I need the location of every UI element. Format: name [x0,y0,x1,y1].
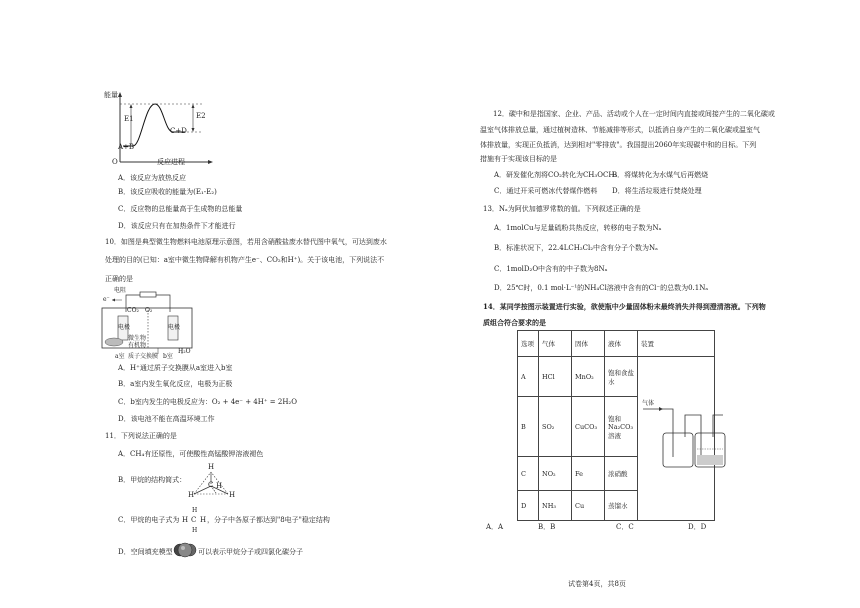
graph-e1: E1 [124,115,134,123]
q14-stem-2: 质组合符合要求的是 [483,318,546,327]
header-solid: 固体 [572,331,605,357]
row-d-option: D [518,491,539,521]
apparatus-gas-label: 气体 [642,400,655,407]
header-option: 选项 [518,331,539,357]
row-d-liquid: 蒸馏水 [605,491,638,521]
q14-answer-c: C．C [616,523,634,531]
row-c-solid: Fe [572,457,605,491]
q14-answer-b: B．B [538,523,556,531]
row-b-solid: CuCO₃ [572,397,605,457]
graph-e2: E2 [196,112,206,120]
circuit-resistor-label: 电阻 [114,287,127,294]
q11-option-d-prefix: D．空间填充模型 [118,548,173,556]
row-b-liquid: 饱和Na₂CO₃溶液 [605,397,638,457]
microbe-label: 微生物 [128,335,147,342]
row-c-liquid: 浓硝酸 [605,457,638,491]
q11-stem: 11．下列说法正确的是 [105,432,177,440]
q13-option-c: C．1molD₂O中含有的中子数为8Nₐ [494,265,608,273]
atom-c: C [208,481,214,489]
q10-stem-1: 10．如图是典型微生物燃料电池原理示意图，若用含硝酸盐废水替代图中氧气，可达到废水 [105,238,387,246]
row-d-gas: NH₃ [539,491,572,521]
row-b-option: B [518,397,539,457]
graph-origin: O [112,158,118,166]
q9-option-a: A．该反应为放热反应 [118,174,187,182]
row-c-option: C [518,457,539,491]
apparatus-cell [638,357,715,521]
q14-table [517,330,715,521]
q13-option-d: D．25℃时，0.1 mol·L⁻¹的NH₄Cl溶液中含有的Cl⁻的总数为0.1Nₐ [494,284,709,292]
q13-option-a: A．1molCu与足量硫粉共热反应，转移的电子数为Nₐ [494,224,662,232]
organic-label: 有机物 [128,342,147,349]
atom-h-top: H [208,463,215,471]
q9-option-b: B．该反应吸收的能量为(E₁-E₂) [118,188,217,196]
q14-stem-1: 14．某同学按图示装置进行实验，欲使瓶中少量固体粉末最终消失并得到澄清溶液。下列物 [483,302,766,311]
q10-option-b: B．a室内发生氧化反应，电极为正极 [118,380,233,388]
atom-h-left: H [188,491,195,499]
q14-answer-d: D．D [688,523,707,531]
q13-stem: 13．Nₐ为阿伏加德罗常数的值。下列叙述正确的是 [483,205,641,213]
atom-h-right: H [229,491,236,499]
o2-label: O₂ [145,307,153,314]
q12-stem-2: 温室气体排放总量，通过植树造林、节能减排等形式，以抵消自身产生的二氧化碳或温室气 [480,126,760,134]
room-a-label: a室 [115,353,125,360]
graph-end: C+D [170,127,187,135]
left-electrode-label: 电极 [118,324,131,331]
page-footer: 试卷第4页，共8页 [568,580,626,588]
q12-stem-1: 12．碳中和是指国家、企业、产品、活动或个人在一定时间内直接或间接产生的二氧化碳或 [493,110,775,118]
co2-label: CO₂ [127,307,139,314]
q11-option-a: A．CH₄有还原性，可使酸性高锰酸钾溶液褪色 [118,450,264,458]
q12-option-c: C．通过开采可燃冰代替煤作燃料 [494,187,598,195]
q13-option-b: B．标准状况下，22.4LCH₂Cl₂中含有分子个数为Nₐ [494,244,658,252]
right-electrode-label: 电极 [168,324,181,331]
q10-stem-2: 处理的目的(已知：a室中微生物降解有机物产生e⁻、CO₂和H⁺)。关于该电池，下列说法不 [105,256,385,264]
graph-start: A+B [118,143,135,151]
gas-washing-bottles [643,397,733,497]
row-a-option: A [518,357,539,397]
table-header-row [518,331,715,357]
q11-option-c-suffix: ，分子中各原子都达到"8电子"稳定结构 [207,516,330,524]
q11-option-d-suffix: 可以表示甲烷分子或四氯化碳分子 [198,548,303,556]
energy-diagram [113,92,213,167]
space-filling-model [172,542,198,558]
ef-h-top: H [192,507,198,514]
room-b-label: b室 [163,353,173,360]
row-a-liquid: 饱和食盐水 [605,357,638,397]
ef-h-bottom: H [192,527,198,534]
graph-xlabel: 反应进程 [157,158,185,166]
q14-answer-a: A．A [486,523,504,531]
q12-stem-3: 体排放量，实现正负抵消，达到相对"零排放"。我国提出2060年实现碳中和的目标。下列 [480,141,757,149]
row-a-solid: MnO₂ [572,357,605,397]
atom-h-back: H [216,482,223,490]
header-apparatus: 装置 [638,331,715,357]
q11-option-b: B．甲烷的结构简式： [118,476,187,484]
table-row [518,357,715,397]
q9-option-c: C．反应物的总能量高于生成物的总能量 [118,205,243,213]
ef-h-right: H [200,516,207,524]
row-c-gas: NO₂ [539,457,572,491]
q12-option-b: B．将煤转化为水煤气后再燃烧 [612,171,709,179]
q12-stem-4: 措施有于实现该目标的是 [480,155,557,163]
graph-ylabel: 能量 [104,91,118,99]
header-liquid: 液体 [605,331,638,357]
membrane-label: 质子交换膜 [128,353,159,360]
q12-option-a: A．研发催化剂将CO₂转化为CH₃OCH₃ [494,171,618,179]
row-b-gas: SO₂ [539,397,572,457]
ef-c: C [191,516,197,524]
row-d-solid: Cu [572,491,605,521]
q10-option-c: C．b室内发生的电极反应为：O₂ + 4e⁻ + 4H⁺ = 2H₂O [118,398,297,406]
q9-option-d: D．该反应只有在加热条件下才能进行 [118,222,236,230]
row-a-gas: HCl [539,357,572,397]
q10-option-d: D．该电池不能在高温环境工作 [118,415,215,423]
ef-h-left: H [182,516,189,524]
electron-label: e⁻ [103,296,110,303]
q10-stem-3: 正确的是 [105,275,133,283]
water-label: H₂O [178,348,191,355]
q11-option-c-prefix: C．甲烷的电子式为 [118,516,180,524]
q12-option-d: D．将生活垃圾进行焚烧处理 [612,187,702,195]
header-gas: 气体 [539,331,572,357]
q10-option-a: A．H⁺通过质子交换膜从a室进入b室 [118,364,233,372]
